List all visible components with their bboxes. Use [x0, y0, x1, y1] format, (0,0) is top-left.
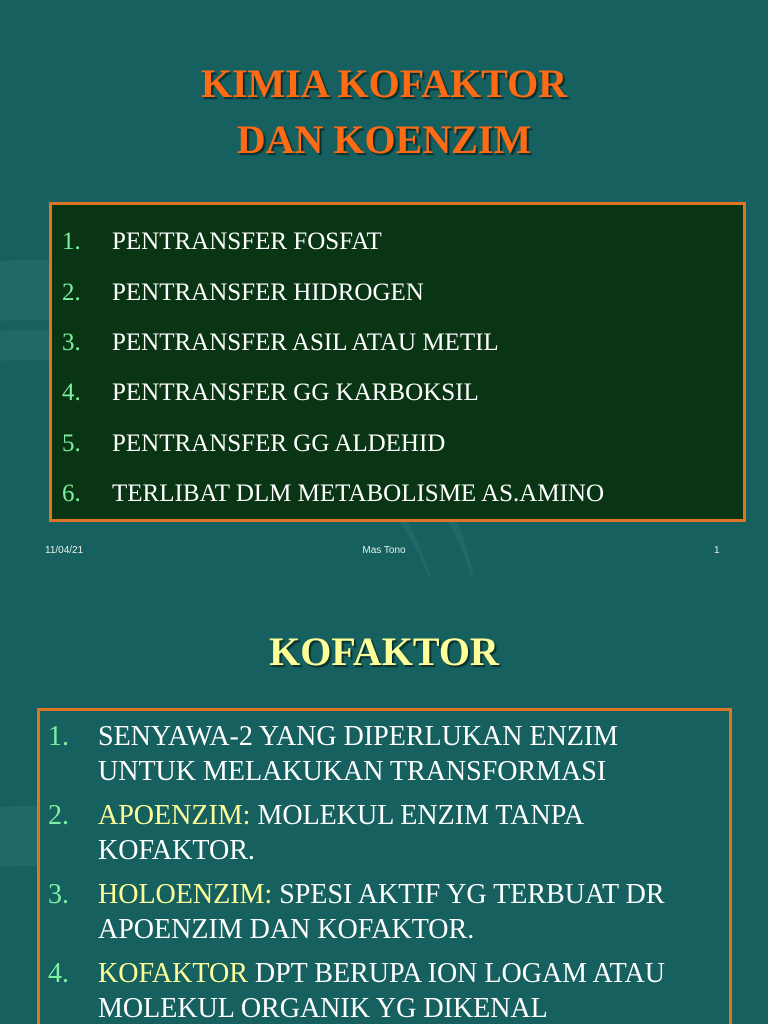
numbered-list	[52, 205, 743, 519]
numbered-list	[40, 711, 729, 1024]
list-item	[52, 469, 743, 519]
item-text	[98, 798, 729, 868]
slide-title: KOFAKTOR	[269, 629, 499, 674]
content-box	[49, 202, 746, 522]
list-item	[52, 419, 743, 469]
item-text: PENTRANSFER FOSFAT	[112, 228, 382, 256]
footer-author: Mas Tono	[362, 545, 406, 556]
item-body: DPT BERUPA ION LOGAM ATAU MOLEKUL ORGANIK YG DIKENAL	[98, 958, 665, 1024]
list-item	[52, 267, 743, 317]
item-text	[98, 877, 729, 947]
list-item	[52, 368, 743, 418]
item-number: 3.	[48, 879, 69, 910]
item-highlight: KOFAKTOR	[98, 958, 248, 989]
item-highlight: APOENZIM:	[98, 800, 251, 831]
list-item	[52, 318, 743, 368]
footer-date: 11/04/21	[45, 545, 84, 556]
list-item	[52, 217, 743, 267]
item-number: 2.	[48, 800, 69, 831]
footer-page-number: 1	[714, 545, 720, 556]
item-number: 1.	[62, 228, 81, 256]
list-item	[40, 798, 729, 868]
item-body: MOLEKUL ENZIM TANPA KOFAKTOR.	[98, 800, 583, 866]
list-item	[40, 956, 729, 1024]
item-text: PENTRANSFER ASIL ATAU METIL	[112, 328, 499, 356]
item-number: 4.	[48, 958, 69, 989]
item-number: 2.	[62, 278, 81, 306]
item-text: PENTRANSFER GG KARBOKSIL	[112, 379, 479, 407]
item-number: 6.	[62, 480, 81, 508]
content-box	[37, 708, 732, 1024]
item-text: TERLIBAT DLM METABOLISME AS.AMINO	[112, 480, 604, 508]
item-body: SENYAWA-2 YANG DIPERLUKAN ENZIM UNTUK MELAKUKAN TRANSFORMASI	[98, 721, 619, 787]
list-item	[40, 719, 729, 789]
item-body: SPESI AKTIF YG TERBUAT DR APOENZIM DAN KOFAKTOR.	[98, 879, 665, 945]
item-text	[98, 956, 729, 1024]
item-number: 3.	[62, 328, 81, 356]
list-item	[40, 877, 729, 947]
title-line-1: KIMIA KOFAKTOR	[200, 61, 568, 106]
item-number: 5.	[62, 429, 81, 457]
item-text: PENTRANSFER HIDROGEN	[112, 278, 424, 306]
item-text	[98, 719, 729, 789]
item-text: PENTRANSFER GG ALDEHID	[112, 429, 446, 457]
slide-2	[0, 576, 768, 1024]
item-number: 1.	[48, 721, 69, 752]
slide-title	[0, 56, 768, 168]
item-highlight: HOLOENZIM:	[98, 879, 273, 910]
item-number: 4.	[62, 379, 81, 407]
title-line-2: DAN KOENZIM	[236, 117, 532, 162]
